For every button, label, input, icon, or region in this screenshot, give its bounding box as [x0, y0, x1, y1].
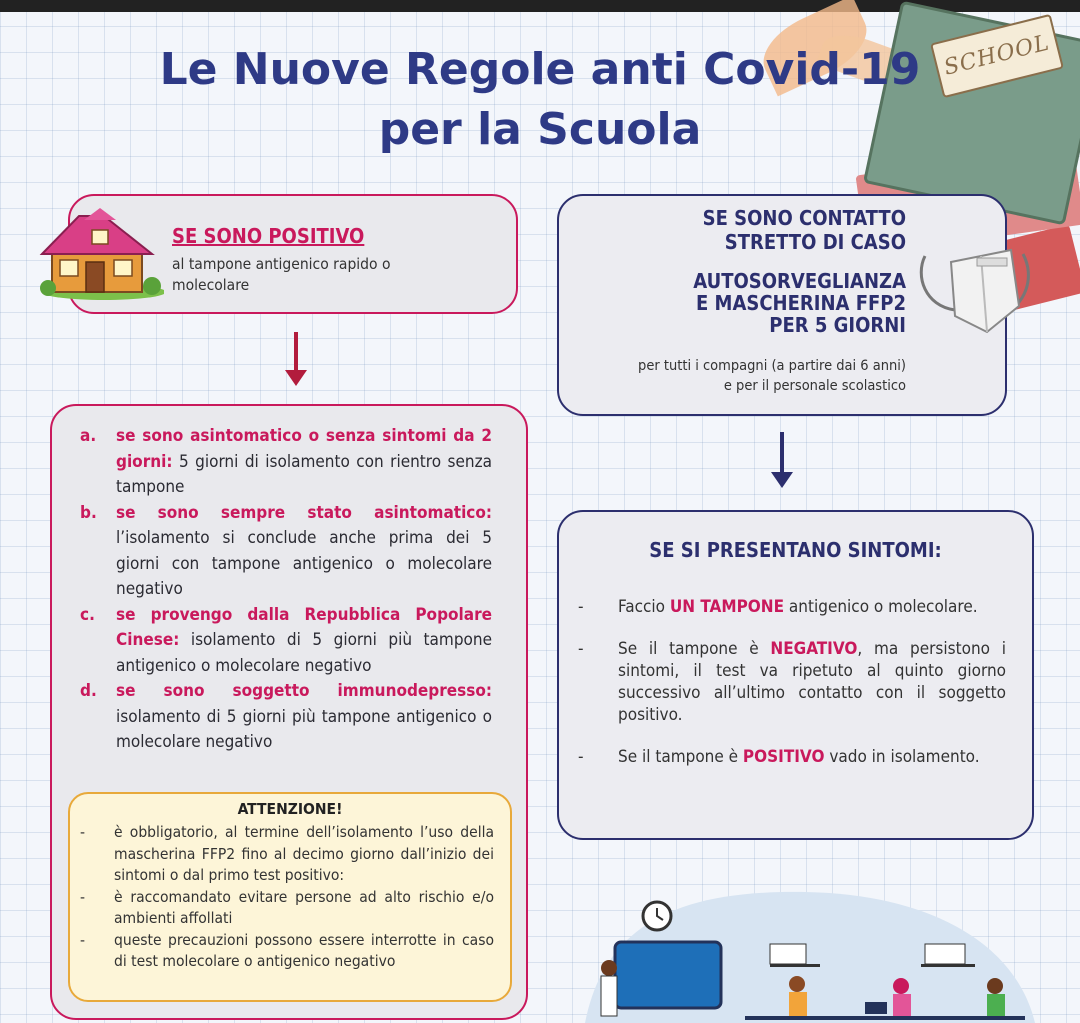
contact-heading — [576, 206, 906, 254]
attention-text: queste precauzioni possono essere interrotte in caso di test molecolare o antigenico negativo — [114, 930, 494, 970]
positive-text: al tampone antigenico rapido o molecolare — [172, 255, 391, 294]
symptom-highlight: UN TAMPONE — [669, 597, 785, 617]
symptom-text: , ma persistono i sintomi, il test va ripetuto al quinto giorno successivo all’ultimo contatto con il soggetto positivo. — [618, 639, 1006, 725]
rule-letter: c. — [80, 604, 95, 625]
rule-text: isolamento di 5 giorni più tampone antigenico o molecolare negativo — [116, 630, 492, 676]
rule-highlight: se provengo dalla Repubblica Popolare Cinese: — [116, 604, 492, 650]
contact-line-1: SE SONO CONTATTO — [702, 206, 906, 230]
contact-note-2: e per il personale scolastico — [723, 378, 906, 394]
positive-heading: SE SONO POSITIVO — [172, 224, 365, 248]
classroom-illustration — [565, 880, 1035, 1023]
symptoms-heading: SE SI PRESENTANO SINTOMI: — [649, 538, 942, 562]
rule-text: l’isolamento si conclude anche prima dei 5 giorni con tampone antigenico o molecolare negativo — [116, 528, 492, 599]
rule-letter: b. — [80, 502, 97, 523]
rule-highlight: se sono asintomatico o senza sintomi da 2 giorni: — [116, 426, 492, 472]
symptom-text: Faccio — [618, 597, 670, 617]
rule-text: isolamento di 5 giorni più tampone antigenico o molecolare negativo — [116, 706, 492, 752]
rule-item — [80, 501, 492, 603]
contact-line-5: PER 5 GIORNI — [769, 313, 906, 337]
symptom-text: Se il tampone è — [618, 639, 771, 659]
attention-item: - è raccomandato evitare persone ad alto rischio e/o ambienti affollati — [80, 887, 494, 930]
contact-line-2: STRETTO DI CASO — [724, 230, 906, 254]
house-icon — [34, 206, 164, 302]
symptoms-list — [578, 596, 1006, 788]
symptom-highlight: POSITIVO — [742, 747, 825, 767]
arrow-down-left — [294, 332, 298, 372]
rule-letter: d. — [80, 681, 97, 701]
symptom-item: - Se il tampone è POSITIVO vado in isolamento. — [578, 747, 980, 767]
title-line-2: per la Scuola — [378, 104, 702, 155]
symptom-text: vado in isolamento. — [824, 747, 980, 767]
symptom-highlight: NEGATIVO — [770, 639, 858, 659]
contact-instruction — [576, 270, 906, 336]
contact-line-4: E MASCHERINA FFP2 — [696, 291, 906, 315]
symptom-item: - Faccio UN TAMPONE antigenico o molecolare. — [578, 597, 978, 617]
contact-note-1: per tutti i compagni (a partire dai 6 anni) — [638, 358, 906, 374]
contact-note — [546, 356, 906, 396]
rule-highlight: se sono soggetto immunodepresso: — [116, 681, 492, 701]
symptom-text: antigenico o molecolare. — [784, 597, 978, 617]
attention-title: ATTENZIONE! — [237, 800, 343, 818]
attention-text: è raccomandato evitare persone ad alto rischio e/o ambienti affollati — [114, 887, 494, 927]
contact-line-3: AUTOSORVEGLIANZA — [693, 269, 906, 293]
attention-list — [80, 822, 494, 973]
attention-item: - è obbligatorio, al termine dell’isolamento l’uso della mascherina FFP2 fino al decimo giorno dall’inizio dei sintomi o dal primo test positivo: — [80, 822, 494, 887]
rule-item — [80, 424, 492, 501]
rule-highlight: se sono sempre stato asintomatico: — [116, 502, 492, 523]
rule-item — [80, 679, 492, 756]
rule-item — [80, 603, 492, 680]
arrow-down-right — [780, 432, 784, 474]
symptom-text: Se il tampone è — [618, 747, 743, 767]
attention-text: è obbligatorio, al termine dell’isolamento l’uso della mascherina FFP2 fino al decimo giorno dall’inizio dei sintomi o dal primo test positivo: — [114, 823, 494, 884]
symptom-item: - Se il tampone è NEGATIVO, ma persistono i sintomi, il test va ripetuto al quinto giorno successivo all’ultimo contatto con il soggetto positivo. — [578, 639, 1006, 725]
rule-letter: a. — [80, 426, 97, 446]
school-tag: SCHOOL — [930, 14, 1064, 98]
rules-list — [80, 424, 492, 756]
mask-icon — [915, 236, 1035, 346]
page-title — [100, 40, 980, 160]
title-line-1: Le Nuove Regole anti Covid-19 — [159, 44, 921, 95]
rule-text: 5 giorni di isolamento con rientro senza tampone — [116, 451, 492, 497]
attention-item: - queste precauzioni possono essere interrotte in caso di test molecolare o antigenico negativo — [80, 930, 494, 973]
